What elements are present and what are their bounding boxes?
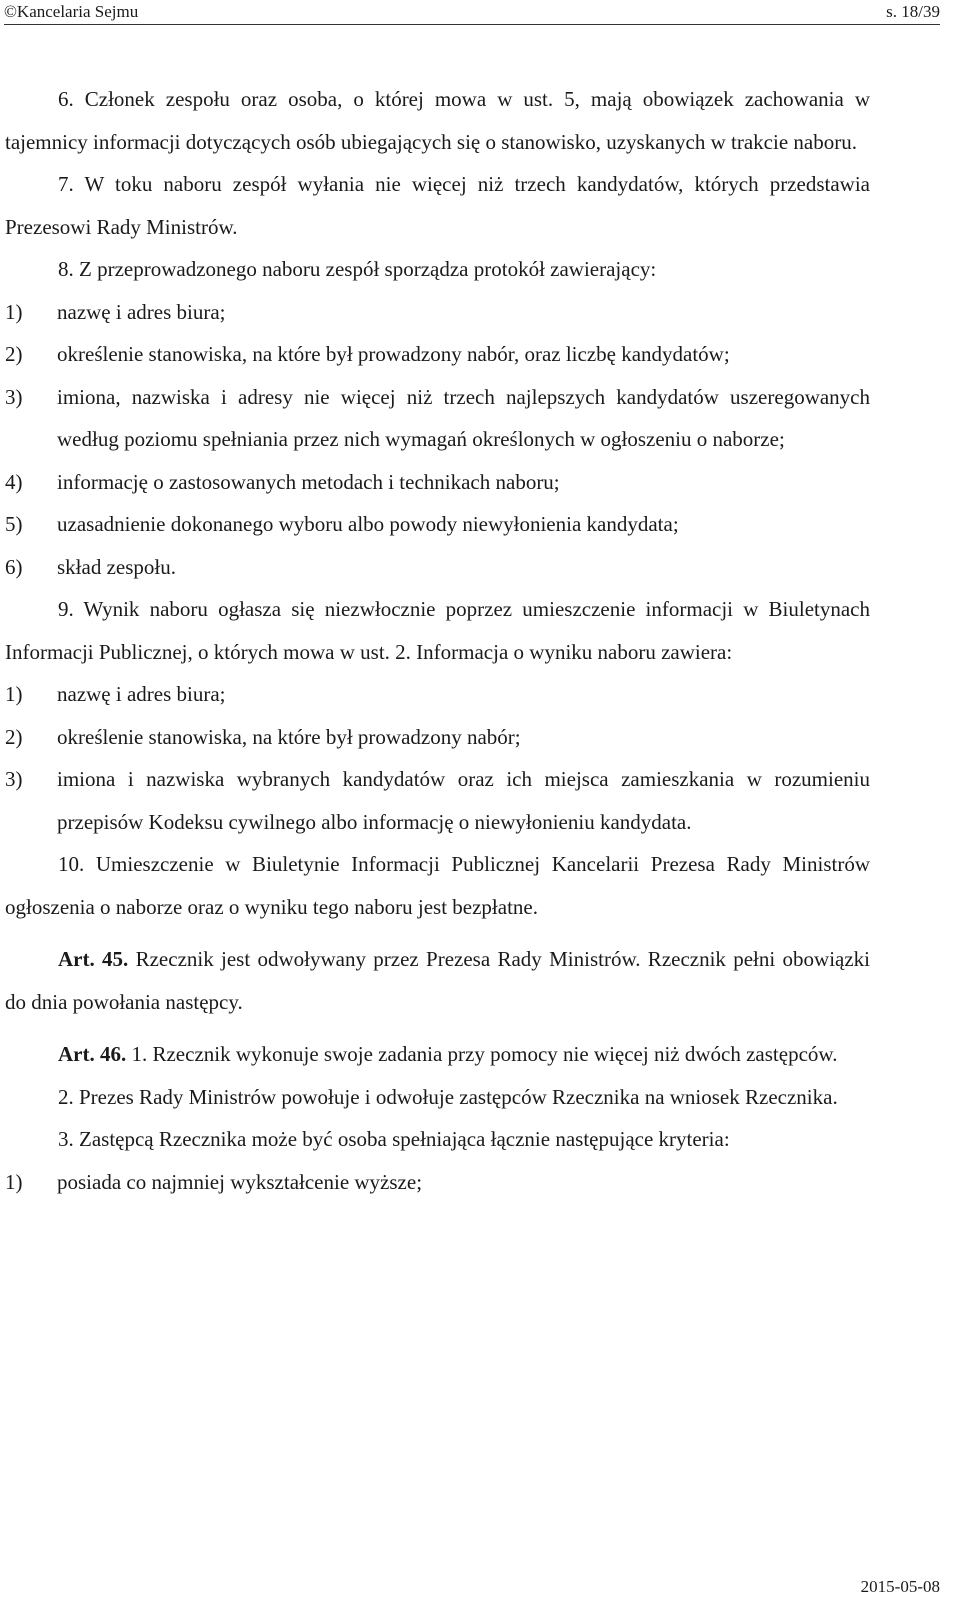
paragraph-46-3: 3. Zastępcą Rzecznika może być osoba spełniająca łącznie następujące kryteria: (58, 1127, 730, 1151)
paragraph-10: 10. Umieszczenie w Biuletynie Informacji Publicznej Kancelarii Prezesa Rady Ministrów ogłoszenia o naborze oraz o wyniku tego naboru jest bezpłatne. (5, 852, 870, 919)
list-item: 2) określenie stanowiska, na które był prowadzony nabór, oraz liczbę kandydatów; (5, 342, 730, 366)
list-item: 3) imiona i nazwiska wybranych kandydatów oraz ich miejsca zamieszkania w rozumieniu przepisów Kodeksu cywilnego albo informację o niewyłonieniu kandydata. (5, 767, 870, 834)
footer-date: 2015-05-08 (860, 1577, 940, 1596)
list-item: 1) nazwę i adres biura; (5, 299, 226, 324)
list-result (5, 673, 870, 843)
document-body (5, 78, 870, 1203)
page-header (0, 0, 960, 26)
paragraph-8: 8. Z przeprowadzonego naboru zespół sporządza protokół zawierający: (58, 257, 657, 281)
header-divider (4, 24, 940, 25)
paragraph-7: 7. W toku naboru zespół wyłania nie więcej niż trzech kandydatów, których przedstawia Prezesowi Rady Ministrów. (5, 172, 870, 239)
paragraph-9: 9. Wynik naboru ogłasza się niezwłocznie poprzez umieszczenie informacji w Biuletynach Informacji Publicznej, o których mowa w ust. 2. Informacja o wyniku naboru zawiera: (5, 597, 870, 664)
article-45 (5, 938, 870, 1023)
list-item: 1) nazwę i adres biura; (5, 682, 226, 706)
article-46-text: 1. Rzecznik wykonuje swoje zadania przy pomocy nie więcej niż dwóch zastępców. (126, 1042, 838, 1066)
article-45-label: Art. 45. (58, 947, 129, 971)
list-item: 1) posiada co najmniej wykształcenie wyższe; (5, 1169, 423, 1194)
paragraph-46-2: 2. Prezes Rady Ministrów powołuje i odwołuje zastępców Rzecznika na wniosek Rzecznika. (58, 1084, 838, 1109)
list-protocol (5, 291, 870, 589)
article-46 (5, 1033, 870, 1076)
list-item: 3) imiona, nazwiska i adresy nie więcej niż trzech najlepszych kandydatów uszeregowanych według poziomu spełniania przez nich wymagań określonych w ogłoszeniu o naborze; (5, 384, 870, 451)
article-46-label: Art. 46. (58, 1042, 127, 1066)
list-item: 5) uzasadnienie dokonanego wyboru albo powody niewyłonienia kandydata; (5, 512, 679, 536)
header-copyright: ©Kancelaria Sejmu (4, 2, 139, 21)
paragraph-6: 6. Członek zespołu oraz osoba, o której mowa w ust. 5, mają obowiązek zachowania w tajemnicy informacji dotyczących osób ubiegających się o stanowisko, uzyskanych w trakcie naboru. (5, 87, 870, 154)
list-item: 4) informację o zastosowanych metodach i technikach naboru; (5, 469, 560, 494)
list-criteria (5, 1161, 870, 1204)
list-item: 2) określenie stanowiska, na które był prowadzony nabór; (5, 724, 521, 749)
list-item: 6) skład zespołu. (5, 554, 176, 579)
header-page-number: s. 18/39 (886, 2, 940, 21)
article-45-text: Rzecznik jest odwoływany przez Prezesa Rady Ministrów. Rzecznik pełni obowiązki do dnia powołania następcy. (5, 947, 871, 1014)
